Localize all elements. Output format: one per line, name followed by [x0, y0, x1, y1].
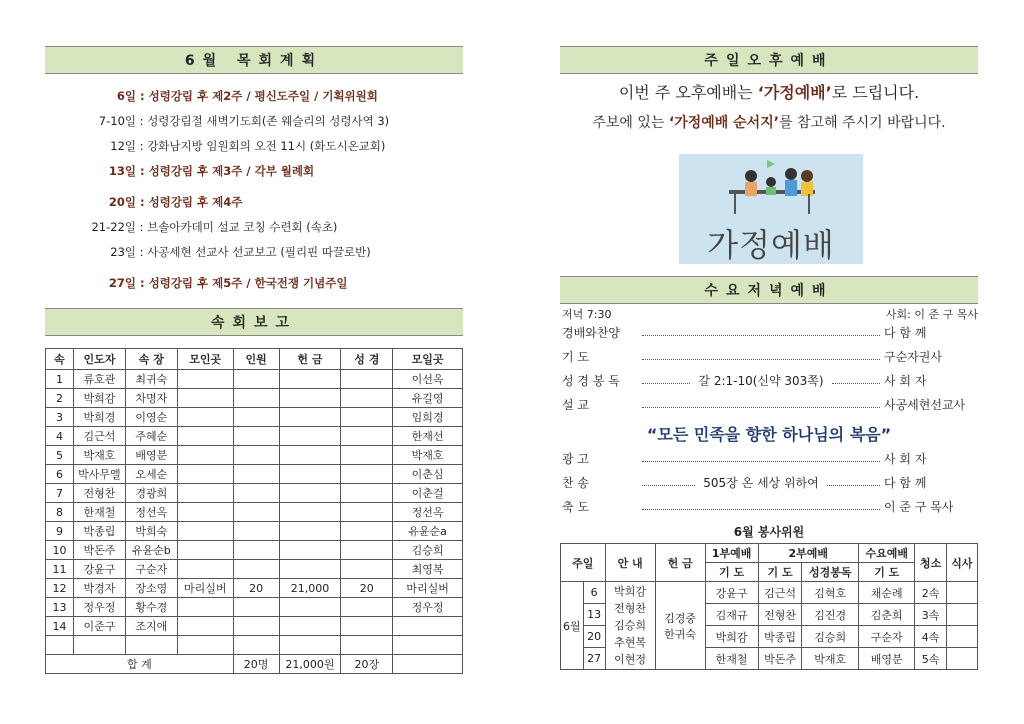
order-value: 사 회 자: [884, 373, 927, 388]
order-label: 성 경 봉 독: [562, 373, 620, 388]
order-item: [562, 320, 980, 344]
table-cell: [279, 465, 341, 484]
table-cell: 3: [46, 408, 74, 427]
day-cell: 13: [583, 604, 605, 626]
schedule-text: 강화남지방 임원회의 오전 11시 (화도시온교회): [147, 139, 386, 153]
table-cell: 12: [46, 579, 74, 598]
guide-cell: [605, 582, 655, 670]
schedule-item: 12일 : 강화남지방 임원회의 오전 11시 (화도시온교회): [40, 138, 385, 154]
table-cell: [341, 522, 393, 541]
table-cell: 2: [46, 389, 74, 408]
day-cell: 20: [583, 626, 605, 648]
prayer-header-2: 기 도: [758, 563, 802, 582]
table-cell: 최귀숙: [125, 370, 177, 389]
schedule-text: 성령강림 후 제5주 / 한국전쟁 기념주일: [148, 276, 348, 290]
order-item: [562, 368, 980, 392]
table-cell: [393, 636, 463, 655]
table-cell: 13: [46, 598, 74, 617]
order-item: [562, 494, 980, 518]
table-row: [46, 465, 463, 484]
guide-name: 박희감: [614, 585, 647, 598]
total-people: 20명: [233, 655, 279, 674]
table-row: [46, 598, 463, 617]
guide-name: 전형찬: [614, 602, 647, 615]
order-value: 구순자권사: [884, 349, 942, 364]
table-cell: [177, 541, 233, 560]
table-cell: [233, 484, 279, 503]
clean-header: 청소: [915, 544, 946, 582]
table-row: [46, 427, 463, 446]
table-cell: 9: [46, 522, 74, 541]
table-cell: 유윤순b: [125, 541, 177, 560]
schedule-item: 13일 : 성령강림 후 제3주 / 각부 월례회: [40, 163, 314, 179]
table-cell: 조지애: [125, 617, 177, 636]
order-item: [562, 446, 980, 470]
table-cell: 박희숙: [125, 522, 177, 541]
table-cell: [341, 484, 393, 503]
schedule-item: 7-10일 : 성령강림절 새벽기도회(존 웨슬리의 성령사역 3): [40, 113, 389, 129]
meal-cell: [946, 604, 977, 626]
table-cell: [341, 408, 393, 427]
table-cell: [177, 427, 233, 446]
table-cell: 유길영: [393, 389, 463, 408]
clean-cell: 5속: [915, 648, 946, 670]
reading-cell: 박재호: [802, 648, 859, 670]
table-cell: 최영복: [393, 560, 463, 579]
meal-header: 식사: [946, 544, 977, 582]
table-cell: 20: [341, 579, 393, 598]
family-table-icon: [679, 154, 863, 224]
table-cell: 박경자: [73, 579, 125, 598]
first-header: 1부예배: [705, 544, 758, 563]
schedule-date: 6일: [116, 89, 136, 103]
schedule-item: 21-22일 : 브솔아카데미 설교 코칭 수련회 (속초): [40, 219, 337, 235]
order-detail: 505장 온 세상 위하여: [703, 475, 819, 490]
reading-cell: 김혁호: [802, 582, 859, 604]
table-cell: 이선옥: [393, 370, 463, 389]
table-cell: 장소영: [125, 579, 177, 598]
table-cell: [341, 370, 393, 389]
reading-header: 성경봉독: [802, 563, 859, 582]
order-label: 경배와찬양: [562, 325, 620, 340]
p2-cell: 전형찬: [758, 604, 802, 626]
table-cell: [341, 541, 393, 560]
report-col-header: 속 장: [125, 349, 177, 370]
prayer-header-1: 기 도: [705, 563, 758, 582]
total-offering: 21,000원: [279, 655, 341, 674]
table-cell: [341, 617, 393, 636]
schedule-item: 20일 : 성령강림 후 제4주: [40, 194, 242, 210]
table-cell: [177, 598, 233, 617]
table-cell: 오세순: [125, 465, 177, 484]
table-cell: 정선옥: [125, 503, 177, 522]
table-cell: 14: [46, 617, 74, 636]
prayer-header-3: 기 도: [858, 563, 915, 582]
table-cell: 전형찬: [73, 484, 125, 503]
table-cell: [279, 389, 341, 408]
guide-name: 김승희: [614, 619, 647, 632]
meal-cell: [946, 648, 977, 670]
meal-cell: [946, 626, 977, 648]
wed-col-header: 수요예배: [858, 544, 915, 563]
afternoon-line1: 이번 주 오후예배는 ‘가정예배’로 드립니다.: [618, 83, 920, 102]
table-cell: 7: [46, 484, 74, 503]
table-cell: 20: [233, 579, 279, 598]
table-cell: 박재호: [393, 446, 463, 465]
table-cell: 5: [46, 446, 74, 465]
table-cell: 임희경: [393, 408, 463, 427]
table-cell: 1: [46, 370, 74, 389]
wed-title: 수요저녁예배: [704, 283, 834, 299]
table-cell: 구순자: [125, 560, 177, 579]
table-cell: [341, 389, 393, 408]
schedule-date: 21-22일: [91, 220, 136, 234]
table-cell: [177, 522, 233, 541]
table-row: [46, 579, 463, 598]
schedule-item: 27일 : 성령강림 후 제5주 / 한국전쟁 기념주일: [40, 275, 347, 291]
table-cell: 6: [46, 465, 74, 484]
table-cell: 류호관: [73, 370, 125, 389]
table-cell: [177, 465, 233, 484]
table-cell: 한재철: [73, 503, 125, 522]
offering-name: 한귀숙: [664, 627, 697, 641]
clean-cell: 3속: [915, 604, 946, 626]
table-cell: 이춘심: [393, 465, 463, 484]
table-cell: 박사무엘: [73, 465, 125, 484]
meal-cell: [946, 582, 977, 604]
second-header: 2부예배: [758, 544, 858, 563]
table-row: [46, 389, 463, 408]
table-cell: [177, 370, 233, 389]
order-item: [562, 344, 980, 368]
table-cell: [46, 636, 74, 655]
afternoon-title: 주일오후예배: [704, 53, 834, 69]
table-cell: [279, 427, 341, 446]
schedule-date: 13일: [108, 164, 136, 178]
report-col-header: 헌 금: [279, 349, 341, 370]
table-cell: [341, 465, 393, 484]
order-label: 기 도: [562, 349, 589, 364]
order-value: 이 준 구 목사: [884, 499, 954, 514]
table-cell: 박희경: [73, 408, 125, 427]
table-cell: 배영분: [125, 446, 177, 465]
table-cell: 주혜순: [125, 427, 177, 446]
table-row: [46, 446, 463, 465]
table-cell: 황수경: [125, 598, 177, 617]
order-value: 사공세현선교사: [884, 397, 966, 412]
table-cell: [177, 446, 233, 465]
table-cell: 마리실버: [393, 579, 463, 598]
day-cell: 6: [583, 582, 605, 604]
report-col-header: 모일곳: [393, 349, 463, 370]
guide-header: 안 내: [605, 544, 655, 582]
family-worship-logo: [679, 154, 863, 264]
table-cell: [233, 503, 279, 522]
order-label: 광 고: [562, 451, 589, 466]
table-cell: 경광희: [125, 484, 177, 503]
schedule-date: 27일: [108, 276, 136, 290]
table-cell: [279, 370, 341, 389]
table-cell: [233, 408, 279, 427]
order-label: 축 도: [562, 499, 589, 514]
p1-cell: 김재규: [705, 604, 758, 626]
sermon-title: “모든 민족을 향한 하나님의 복음”: [646, 425, 892, 444]
guide-name: 추현복: [614, 636, 647, 649]
table-cell: [177, 484, 233, 503]
order-label: 설 교: [562, 397, 589, 412]
table-cell: 한재선: [393, 427, 463, 446]
table-cell: 박돈주: [73, 541, 125, 560]
table-cell: 박희감: [73, 389, 125, 408]
report-header: [45, 308, 463, 336]
table-cell: [279, 541, 341, 560]
schedule-text: 사공세현 선교사 선교보고 (필리핀 따끌로반): [147, 245, 371, 259]
table-cell: 이준구: [73, 617, 125, 636]
month-cell: 6월: [561, 582, 584, 670]
table-cell: 유윤순a: [393, 522, 463, 541]
p1-cell: 강윤구: [705, 582, 758, 604]
report-col-header: 성 경: [341, 349, 393, 370]
afternoon-line2: 주보에 있는 ‘가정예배 순서지’를 참고해 주시기 바랍니다.: [592, 115, 946, 131]
p2-cell: 김근석: [758, 582, 802, 604]
table-cell: 11: [46, 560, 74, 579]
table-cell: [177, 503, 233, 522]
wed-cell: 김춘희: [858, 604, 915, 626]
wed-cell: 채순례: [858, 582, 915, 604]
table-cell: [279, 636, 341, 655]
wed-time: 저녁 7:30: [562, 308, 612, 321]
offering-cell: [655, 582, 705, 670]
offering-name: 김경중: [664, 611, 697, 625]
table-cell: 김승희: [393, 541, 463, 560]
table-cell: [279, 560, 341, 579]
table-row: [46, 522, 463, 541]
offering-header: 헌 금: [655, 544, 705, 582]
table-cell: [279, 446, 341, 465]
table-cell: 박재호: [73, 446, 125, 465]
table-cell: 강윤구: [73, 560, 125, 579]
total-label: 합 계: [46, 655, 234, 674]
wed-cell: 배영분: [858, 648, 915, 670]
table-cell: [177, 408, 233, 427]
table-cell: 8: [46, 503, 74, 522]
table-cell: [341, 636, 393, 655]
table-cell: 이영순: [125, 408, 177, 427]
p2-cell: 박돈주: [758, 648, 802, 670]
clean-cell: 2속: [915, 582, 946, 604]
table-cell: 정우정: [393, 598, 463, 617]
reading-cell: 김승희: [802, 626, 859, 648]
report-col-header: 인원: [233, 349, 279, 370]
table-cell: [233, 446, 279, 465]
table-row: [46, 503, 463, 522]
family-logo-text: 가정예배: [707, 226, 835, 264]
table-cell: [233, 370, 279, 389]
table-cell: [341, 503, 393, 522]
table-row: [46, 560, 463, 579]
table-cell: [279, 503, 341, 522]
order-item: [562, 392, 980, 416]
table-row: [46, 636, 463, 655]
order-label: 찬 송: [562, 475, 589, 490]
table-cell: 정선옥: [393, 503, 463, 522]
week-header: 주일: [561, 544, 606, 582]
table-cell: 21,000: [279, 579, 341, 598]
report-col-header: 모인곳: [177, 349, 233, 370]
order-value: 사 회 자: [884, 451, 927, 466]
p1-cell: 한재철: [705, 648, 758, 670]
table-cell: [73, 636, 125, 655]
reading-cell: 김진경: [802, 604, 859, 626]
table-cell: [125, 636, 177, 655]
table-cell: [233, 522, 279, 541]
schedule-text: 브솔아카데미 설교 코칭 수련회 (속초): [147, 220, 338, 234]
report-title: 속회보고: [210, 315, 298, 331]
table-cell: 10: [46, 541, 74, 560]
table-cell: [279, 484, 341, 503]
table-row: [46, 484, 463, 503]
table-cell: [279, 598, 341, 617]
table-row: [561, 582, 978, 604]
table-cell: 마리실버: [177, 579, 233, 598]
table-cell: [233, 598, 279, 617]
table-cell: [177, 617, 233, 636]
table-cell: [233, 389, 279, 408]
table-cell: [279, 408, 341, 427]
table-cell: [233, 617, 279, 636]
table-cell: [341, 427, 393, 446]
table-cell: [279, 617, 341, 636]
table-cell: [341, 598, 393, 617]
table-cell: [177, 389, 233, 408]
order-value: 다 함 께: [884, 475, 927, 490]
report-col-header: 인도자: [73, 349, 125, 370]
table-cell: [393, 617, 463, 636]
table-cell: [233, 465, 279, 484]
schedule-text: 성령강림 후 제2주 / 평신도주일 / 기획위원회: [148, 89, 378, 103]
table-cell: [233, 427, 279, 446]
schedule-text: 성령강림 후 제3주 / 각부 월례회: [148, 164, 315, 178]
table-row: [46, 408, 463, 427]
table-cell: [279, 522, 341, 541]
afternoon-header: [560, 46, 978, 74]
table-cell: 차명자: [125, 389, 177, 408]
schedule-item: 6일 : 성령강림 후 제2주 / 평신도주일 / 기획위원회: [40, 88, 378, 104]
order-item: [562, 470, 980, 494]
p2-cell: 박종립: [758, 626, 802, 648]
schedule-date: 12일: [110, 139, 136, 153]
schedule-date: 20일: [108, 195, 136, 209]
plan-title: 6월 목회계획: [184, 53, 324, 69]
wed-header: [560, 276, 978, 304]
table-cell: [233, 636, 279, 655]
wed-host: 사회: 이 준 구 목사: [885, 308, 978, 321]
table-cell: 박종립: [73, 522, 125, 541]
schedule-text: 성령강림 후 제4주: [148, 195, 243, 209]
table-cell: [341, 560, 393, 579]
table-cell: 이춘걸: [393, 484, 463, 503]
table-row: [46, 370, 463, 389]
table-cell: 4: [46, 427, 74, 446]
order-value: 다 함 께: [884, 325, 927, 340]
service-table: [560, 543, 978, 670]
wed-cell: 구순자: [858, 626, 915, 648]
schedule-date: 23일: [110, 245, 136, 259]
table-cell: [177, 560, 233, 579]
total-bible: 20장: [341, 655, 393, 674]
report-table: [45, 348, 463, 674]
table-cell: 정우정: [73, 598, 125, 617]
table-cell: 김근석: [73, 427, 125, 446]
table-cell: [177, 636, 233, 655]
service-title: 6월 봉사위원: [733, 525, 805, 539]
schedule-text: 성령강림절 새벽기도회(존 웨슬리의 성령사역 3): [147, 114, 390, 128]
schedule-item: 23일 : 사공세현 선교사 선교보고 (필리핀 따끌로반): [40, 244, 371, 260]
table-row: [46, 541, 463, 560]
day-cell: 27: [583, 648, 605, 670]
table-cell: [233, 541, 279, 560]
table-cell: [233, 560, 279, 579]
plan-header: [45, 46, 463, 74]
guide-name: 이현정: [614, 653, 647, 666]
table-cell: [341, 446, 393, 465]
p1-cell: 박희감: [705, 626, 758, 648]
order-detail: 갈 2:1-10(신약 303쪽): [698, 373, 824, 388]
report-col-header: 속: [46, 349, 74, 370]
table-row: [46, 617, 463, 636]
clean-cell: 4속: [915, 626, 946, 648]
schedule-date: 7-10일: [98, 114, 136, 128]
